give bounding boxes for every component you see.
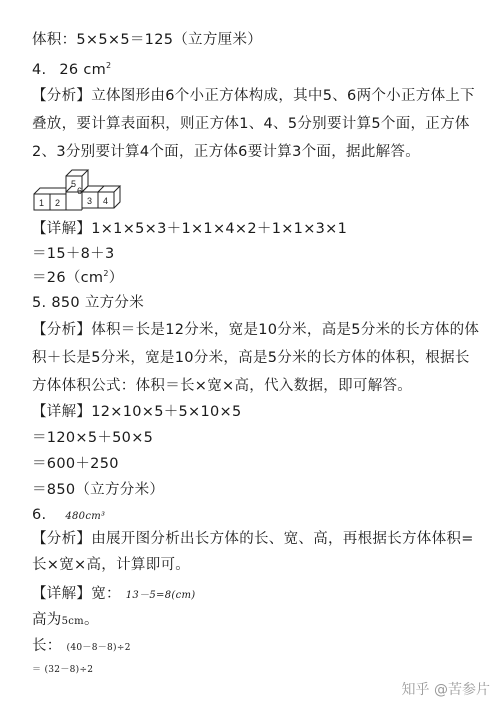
height-label: 高为 bbox=[32, 612, 62, 628]
height-end: 。 bbox=[83, 612, 99, 628]
analysis-q5: 【分析】体积＝长是12分米，宽是10分米，高是5分米的长方体的体积＋长是5分米，宽是10分米，高是5分米的长方体的体积，根据长方体体积公式：体积＝长×宽×高，代入数据，即可解答。 bbox=[32, 322, 480, 394]
eq-line-4: ＝600＋250 bbox=[32, 456, 119, 472]
q4-number: 4. bbox=[32, 62, 47, 78]
eq-line-1: ＝15＋8＋3 bbox=[32, 246, 115, 262]
detail-q6 bbox=[32, 584, 195, 606]
height-line bbox=[32, 610, 99, 632]
cube-label-5: 5 bbox=[71, 179, 77, 189]
watermark: 知乎 @苦参片 bbox=[401, 682, 490, 698]
q6-number: 6. bbox=[32, 507, 47, 523]
q6-value: 480cm³ bbox=[65, 511, 106, 522]
length-value: (40－8－8)÷2 bbox=[66, 643, 131, 653]
analysis-q6: 【分析】由展开图分析出长方体的长、宽、高，再根据长方体体积=长×宽×高，计算即可。 bbox=[32, 531, 474, 573]
q5-answer: 5. 850 立方分米 bbox=[32, 295, 145, 311]
eq-line-2 bbox=[32, 268, 124, 288]
length-label: 长： bbox=[32, 638, 62, 654]
q6-answer bbox=[32, 505, 105, 527]
cube-label-6: 6 bbox=[77, 186, 83, 196]
eq-line-2-a: ＝26（cm bbox=[32, 270, 104, 286]
eq-line-2-b: ） bbox=[108, 270, 124, 286]
cube-label-3: 3 bbox=[87, 196, 93, 206]
eq-line-5: ＝850（立方分米） bbox=[32, 482, 165, 498]
analysis-q4: 【分析】立体图形由6个小正方体构成，其中5、6两个小正方体上下叠放，要计算表面积，则正方体1、4、5分别要计算5个面，正方体2、3分别要计算4个面，正方体6要计算3个面，据此解答。 bbox=[32, 88, 475, 160]
cube-figure bbox=[30, 168, 125, 214]
q4-answer bbox=[32, 60, 111, 80]
length-line-2: ＝ (32－8)÷2 bbox=[32, 665, 94, 675]
cube-label-2: 2 bbox=[55, 198, 61, 208]
detail-q5: 【详解】12×10×5＋5×10×5 bbox=[32, 404, 242, 420]
detail-q4: 【详解】1×1×5×3＋1×1×4×2＋1×1×3×1 bbox=[32, 221, 348, 237]
detail-q6-label: 【详解】宽： bbox=[32, 586, 121, 602]
eq-line-2-sup: 2 bbox=[103, 269, 109, 279]
volume-line: 体积：5×5×5＝125（立方厘米） bbox=[32, 32, 263, 48]
cube-label-4: 4 bbox=[103, 196, 109, 206]
q4-unit-sup: 2 bbox=[106, 61, 112, 71]
height-value: 5cm bbox=[61, 616, 84, 627]
q4-value: 26 cm bbox=[59, 62, 107, 78]
cube-label-1: 1 bbox=[39, 198, 45, 208]
detail-q6-width: 13－5=8(cm) bbox=[125, 590, 196, 601]
length-line bbox=[32, 636, 131, 658]
eq-line-3: ＝120×5＋50×5 bbox=[32, 430, 154, 446]
